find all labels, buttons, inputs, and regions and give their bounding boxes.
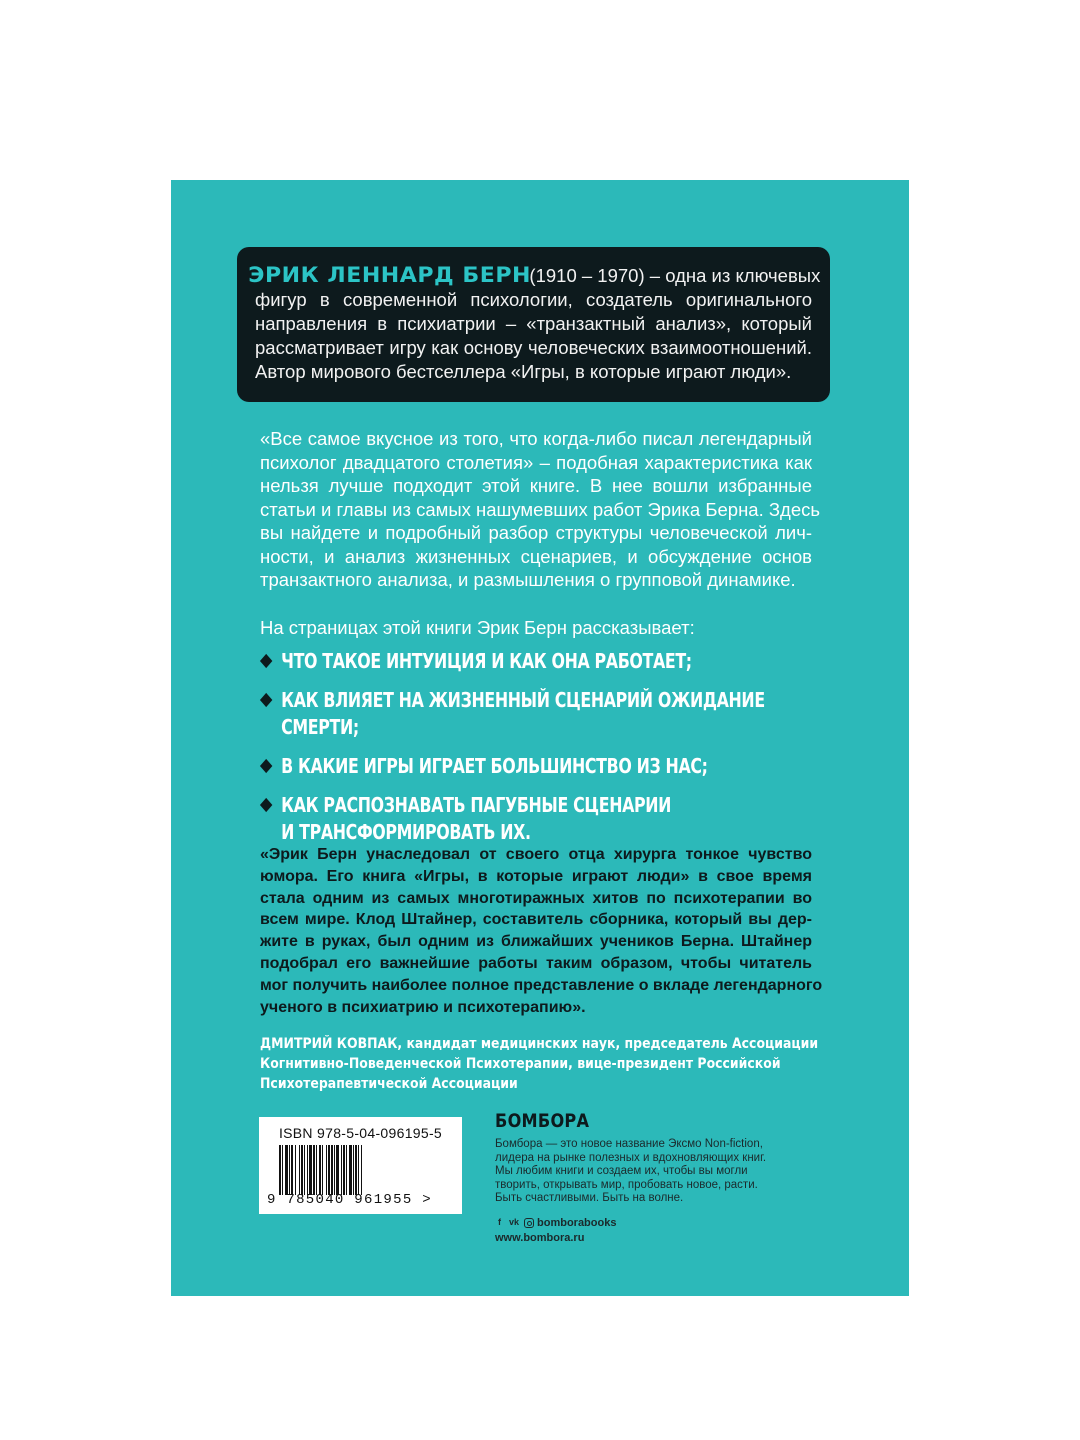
publisher-text-line: лидера на рынке полезных и вдохновляющих книг. [495, 1151, 767, 1164]
quote-attribution [260, 1034, 819, 1094]
description-line: транзактного анализа, и размышления о групповой динамике. [260, 569, 796, 590]
social-handle[interactable]: bomborabooks [537, 1216, 617, 1229]
quote-line: всем мире. Клод Штайнер, составитель сборника, который вы дер- [260, 911, 812, 929]
quote-line: «Эрик Берн унаследовал от своего отца хирурга тонкое чувство [260, 846, 812, 863]
publisher-text-line: творить, открывать мир, пробовать новое, расти. [495, 1178, 758, 1191]
quote-line: подобрал его важнейшие работы таким образом, чтобы читатель [260, 954, 812, 972]
isbn-label: ISBN 978-5-04-096195-5 [278, 1125, 443, 1141]
review-quote [260, 844, 823, 1018]
book-back-cover [171, 180, 909, 1296]
bullet-list [260, 648, 840, 858]
author-name: ЭРИК ЛЕННАРД БЕРН [248, 263, 532, 287]
diamond-bullet-icon [260, 798, 272, 812]
diamond-bullet-icon [260, 654, 272, 668]
attribution-line: ДМИТРИЙ КОВПАК, кандидат медицинских наук, председатель Ассоциации [260, 1036, 819, 1052]
bullet-item: В КАКИЕ ИГРЫ ИГРАЕТ БОЛЬШИНСТВО ИЗ НАС; [260, 753, 841, 780]
quote-line: жите в руках, был одним из ближайших учеников Берна. Штайнер [260, 933, 812, 951]
bullet-item: КАК ВЛИЯЕТ НА ЖИЗНЕННЫЙ СЦЕНАРИЙ ОЖИДАНИЕ СМЕРТИ; [260, 687, 841, 741]
attribution-line: Когнитивно-Поведенческой Психотерапии, вице-президент Российской [260, 1056, 781, 1072]
author-bio-box [237, 247, 830, 402]
description-line: нельзя лучше подходит этой книге. В нее вошли избранные [260, 475, 812, 496]
author-bio-line-2: фигур в современной психологии, создатель оригинального [255, 289, 812, 310]
publisher-text [495, 1138, 815, 1206]
bullets-intro: На страницах этой книги Эрик Берн рассказывает: [260, 617, 695, 638]
quote-line: юмора. Его книга «Игры, в которые играют люди» в свое время [260, 867, 812, 885]
author-bio-line-3: направления в психиатрии – «транзактный анализ», который [255, 313, 812, 334]
publisher-block [495, 1110, 815, 1244]
description-line: вы найдете и подробный разбор структуры человеческой лич- [260, 522, 812, 543]
vk-icon[interactable]: vk [508, 1217, 519, 1227]
quote-line: ученого в психиатрию и психотерапию». [260, 998, 586, 1016]
isbn-barcode-block [259, 1117, 462, 1214]
author-bio-line-1: ЭРИК ЛЕННАРД БЕРН (1910 – 1970) – одна из ключевых [248, 263, 821, 287]
barcode-stripe [362, 1145, 365, 1195]
facebook-icon[interactable]: f [498, 1217, 501, 1227]
bullet-item: ЧТО ТАКОЕ ИНТУИЦИЯ И КАК ОНА РАБОТАЕТ; [260, 648, 841, 675]
diamond-bullet-icon [260, 693, 272, 707]
publisher-brand: БОМБОРА [495, 1110, 590, 1132]
quote-line: стала одним из самых многотиражных хитов по психотерапии во [260, 889, 812, 907]
quote-line: мог получить наиболее полное представление о вкладе легендарного [260, 976, 823, 994]
social-links [495, 1217, 815, 1229]
description-line: статьи и главы из самых нашумевших работ Эрика Берна. Здесь [260, 498, 821, 520]
publisher-text-line: Бомбора — это новое название Эксмо Non-fiction, [495, 1138, 763, 1150]
publisher-text-line: Мы любим книги и создаем их, чтобы вы могли [495, 1165, 748, 1177]
publisher-text-line: Быть счастливыми. Быть на волне. [495, 1192, 684, 1204]
website-link[interactable]: www.bombora.ru [495, 1231, 585, 1244]
attribution-line: Психотерапевтической Ассоциации [260, 1076, 518, 1092]
bullet-item: КАК РАСПОЗНАВАТЬ ПАГУБНЫЕ СЦЕНАРИИ И ТРАНСФОРМИРОВАТЬ ИХ. [260, 792, 841, 846]
isbn-digits: 9 785040 961955 > [267, 1192, 432, 1208]
instagram-icon[interactable] [524, 1218, 534, 1228]
diamond-bullet-icon [260, 759, 272, 773]
book-description [260, 427, 821, 592]
description-line: ности, и анализ жизненных сценариев, и обсуждение основ [260, 545, 812, 567]
barcode-graphic [279, 1145, 446, 1195]
author-bio-line-5: Автор мирового бестселлера «Игры, в которые играют люди». [255, 361, 792, 382]
description-line: «Все самое вкусное из того, что когда-либо писал легендарный [260, 428, 812, 449]
author-bio-line-4: рассматривает игру как основу человеческих взаимоотношений. [255, 337, 812, 358]
description-line: психолог двадцатого столетия» – подобная характеристика как [260, 451, 812, 473]
